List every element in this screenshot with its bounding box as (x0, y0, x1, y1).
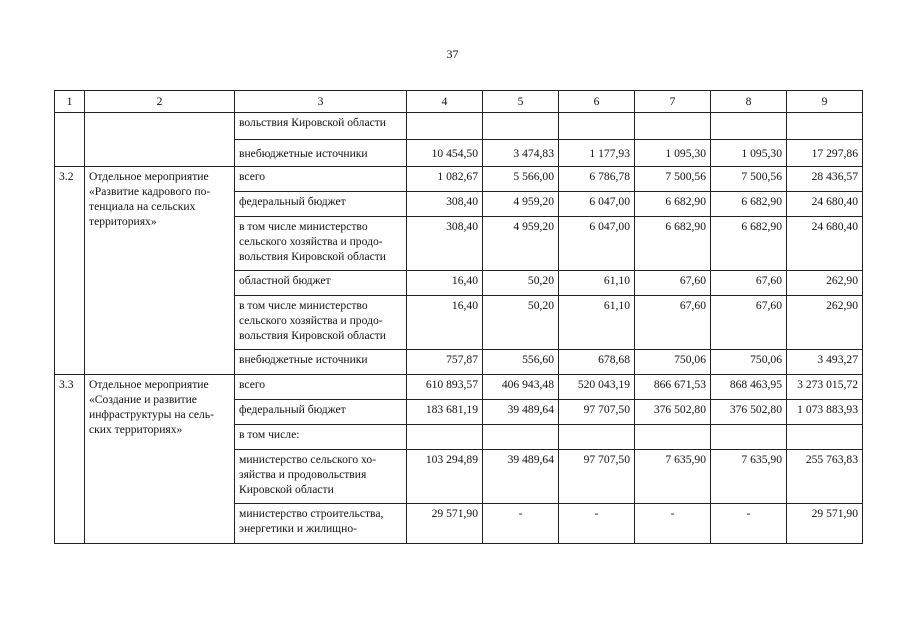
value-cell: 376 502,80 (635, 400, 711, 425)
value-cell: 6 047,00 (559, 217, 635, 271)
value-cell: 750,06 (711, 350, 787, 375)
source-cell: в том числе министерство сельского хозяйства и продо-вольствия Кировской области (235, 296, 407, 350)
source-cell: всего (235, 167, 407, 192)
value-cell: 183 681,19 (407, 400, 483, 425)
section-title-cell (85, 113, 235, 167)
source-cell: в том числе: (235, 425, 407, 450)
value-cell: 7 635,90 (635, 450, 711, 504)
table-row (55, 113, 863, 140)
header-cell: 4 (407, 91, 483, 113)
value-cell: 262,90 (787, 271, 863, 296)
value-cell (559, 113, 635, 140)
value-cell (711, 113, 787, 140)
value-cell: 610 893,57 (407, 375, 483, 400)
value-cell: 28 436,57 (787, 167, 863, 192)
value-cell: 1 082,67 (407, 167, 483, 192)
value-cell: 16,40 (407, 296, 483, 350)
value-cell: 50,20 (483, 271, 559, 296)
value-cell: 1 095,30 (711, 140, 787, 167)
value-cell: 406 943,48 (483, 375, 559, 400)
value-cell: 67,60 (635, 296, 711, 350)
source-cell: федеральный бюджет (235, 192, 407, 217)
value-cell (787, 425, 863, 450)
value-cell (787, 113, 863, 140)
value-cell: 39 489,64 (483, 400, 559, 425)
header-cell: 6 (559, 91, 635, 113)
value-cell: 7 500,56 (635, 167, 711, 192)
value-cell (635, 113, 711, 140)
section-title-cell: Отдельное мероприятие «Развитие кадрового по-тенциала на сельских территориях» (85, 167, 235, 375)
value-cell: 262,90 (787, 296, 863, 350)
value-cell: 757,87 (407, 350, 483, 375)
value-cell: 6 786,78 (559, 167, 635, 192)
value-cell: 255 763,83 (787, 450, 863, 504)
value-cell: 868 463,95 (711, 375, 787, 400)
value-cell: 308,40 (407, 192, 483, 217)
value-cell: 4 959,20 (483, 192, 559, 217)
value-cell: 50,20 (483, 296, 559, 350)
value-cell: 520 043,19 (559, 375, 635, 400)
value-cell (635, 425, 711, 450)
value-cell (407, 113, 483, 140)
value-cell: 67,60 (711, 296, 787, 350)
value-cell: 6 682,90 (711, 217, 787, 271)
value-cell: 97 707,50 (559, 400, 635, 425)
column-number-row (55, 91, 863, 113)
value-cell: - (559, 504, 635, 544)
value-cell: 6 682,90 (635, 192, 711, 217)
value-cell: 308,40 (407, 217, 483, 271)
source-cell: внебюджетные источники (235, 140, 407, 167)
header-cell: 8 (711, 91, 787, 113)
table-row (55, 375, 863, 400)
value-cell: 3 493,27 (787, 350, 863, 375)
value-cell (559, 425, 635, 450)
value-cell: 67,60 (635, 271, 711, 296)
page-number: 37 (446, 47, 459, 61)
value-cell: - (635, 504, 711, 544)
header-cell: 1 (55, 91, 85, 113)
header-cell: 9 (787, 91, 863, 113)
source-cell: министерство строительства, энергетики и жилищно- (235, 504, 407, 544)
value-cell: 24 680,40 (787, 217, 863, 271)
header-cell: 7 (635, 91, 711, 113)
source-cell: внебюджетные источники (235, 350, 407, 375)
value-cell: 6 682,90 (711, 192, 787, 217)
value-cell: 3 474,83 (483, 140, 559, 167)
value-cell: 6 682,90 (635, 217, 711, 271)
value-cell: 866 671,53 (635, 375, 711, 400)
value-cell: 6 047,00 (559, 192, 635, 217)
value-cell: 103 294,89 (407, 450, 483, 504)
value-cell (407, 425, 483, 450)
value-cell: 678,68 (559, 350, 635, 375)
section-number-cell: 3.2 (55, 167, 85, 375)
source-cell: министерство сельского хо-зяйства и продовольствия Кировской области (235, 450, 407, 504)
header-cell: 5 (483, 91, 559, 113)
value-cell: 7 500,56 (711, 167, 787, 192)
value-cell: - (483, 504, 559, 544)
source-cell: федеральный бюджет (235, 400, 407, 425)
value-cell (483, 113, 559, 140)
value-cell: 1 177,93 (559, 140, 635, 167)
header-cell: 2 (85, 91, 235, 113)
value-cell: 1 073 883,93 (787, 400, 863, 425)
value-cell: 10 454,50 (407, 140, 483, 167)
source-cell: в том числе министерство сельского хозяйства и продо-вольствия Кировской области (235, 217, 407, 271)
value-cell: 376 502,80 (711, 400, 787, 425)
source-cell: вольствия Кировской области (235, 113, 407, 140)
value-cell: 17 297,86 (787, 140, 863, 167)
source-cell: всего (235, 375, 407, 400)
value-cell: 29 571,90 (407, 504, 483, 544)
value-cell (483, 425, 559, 450)
value-cell: 39 489,64 (483, 450, 559, 504)
value-cell: 4 959,20 (483, 217, 559, 271)
value-cell: 3 273 015,72 (787, 375, 863, 400)
value-cell (711, 425, 787, 450)
value-cell: 16,40 (407, 271, 483, 296)
value-cell: 1 095,30 (635, 140, 711, 167)
section-number-cell: 3.3 (55, 375, 85, 544)
value-cell: 61,10 (559, 271, 635, 296)
value-cell: 7 635,90 (711, 450, 787, 504)
value-cell: - (711, 504, 787, 544)
value-cell: 97 707,50 (559, 450, 635, 504)
value-cell: 5 566,00 (483, 167, 559, 192)
value-cell: 24 680,40 (787, 192, 863, 217)
budget-table (54, 90, 863, 544)
value-cell: 67,60 (711, 271, 787, 296)
value-cell: 29 571,90 (787, 504, 863, 544)
section-number-cell (55, 113, 85, 167)
value-cell: 61,10 (559, 296, 635, 350)
table-row (55, 167, 863, 192)
header-cell: 3 (235, 91, 407, 113)
section-title-cell: Отдельное мероприятие «Создание и развитие инфраструктуры на сель-ских территориях» (85, 375, 235, 544)
source-cell: областной бюджет (235, 271, 407, 296)
value-cell: 750,06 (635, 350, 711, 375)
value-cell: 556,60 (483, 350, 559, 375)
